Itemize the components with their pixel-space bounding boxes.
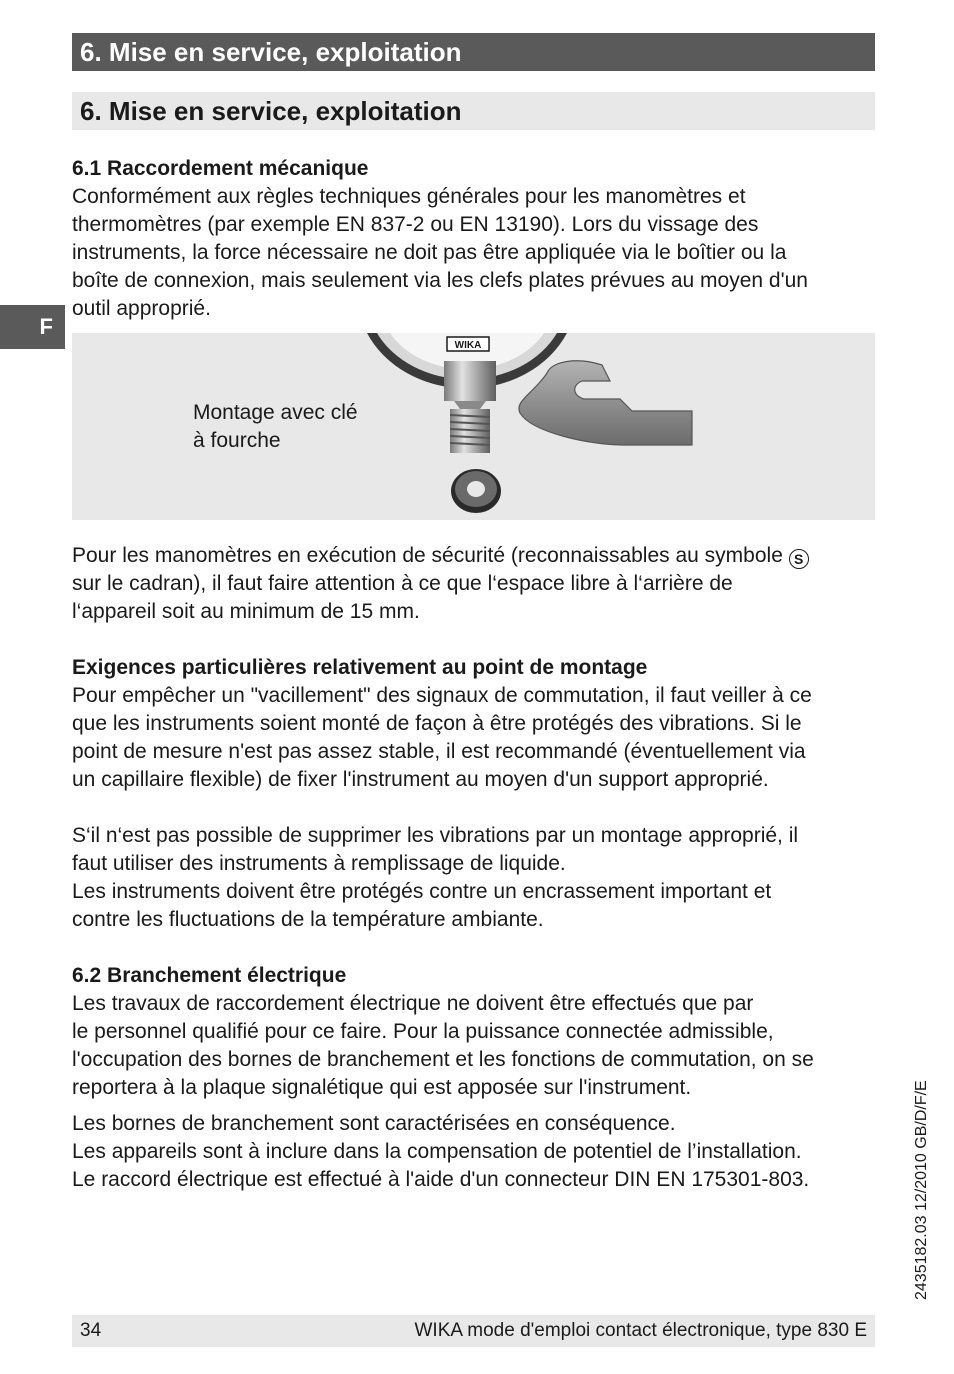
text-line: point de mesure n'est pas assez stable, il est recommandé (éventuellement via <box>72 740 806 763</box>
text-line: Pour empêcher un "vacillement" des signaux de commutation, il faut veiller à ce <box>72 684 812 707</box>
footer-text: WIKA mode d'emploi contact électronique, type 830 E <box>414 1320 867 1341</box>
text-line: reportera à la plaque signalétique qui est apposée sur l'instrument. <box>72 1076 692 1099</box>
caption-line: Montage avec clé <box>193 401 358 424</box>
text-line: le personnel qualifié pour ce faire. Pour la puissance connectée admissible, <box>72 1020 774 1043</box>
text-line: Les instruments doivent être protégés contre un encrassement important et <box>72 880 772 903</box>
safety-s-symbol-icon: S <box>789 549 809 569</box>
text-line <box>72 542 882 570</box>
text-line: Les travaux de raccordement électrique ne doivent être effectués que par <box>72 992 754 1015</box>
gauge-and-wrench-illustration <box>72 333 875 520</box>
section-heading: 6.2 Branchement électrique <box>72 964 347 987</box>
gauge-socket <box>444 361 496 401</box>
section-heading: Exigences particulières relativement au point de montage <box>72 656 648 679</box>
section-6-1 <box>72 155 882 323</box>
svg-text:WIKA: WIKA <box>454 340 482 351</box>
thread-connection <box>450 409 490 453</box>
text-fragment: Pour les manomètres en exécution de sécurité (reconnaissables au symbole <box>72 544 783 567</box>
text-line: instruments, la force nécessaire ne doit pas être appliquée via le boîtier ou la <box>72 241 787 264</box>
text-line: S‘il n‘est pas possible de supprimer les vibrations par un montage approprié, il <box>72 824 799 847</box>
text-line: Les bornes de branchement sont caractérisées en conséquence. <box>72 1112 676 1135</box>
text-line: un capillaire flexible) de fixer l'instrument au moyen d'un support approprié. <box>72 768 769 791</box>
chapter-header-bar: 6. Mise en service, exploitation <box>72 33 875 71</box>
vibration-paragraph <box>72 822 882 934</box>
text-line: Le raccord électrique est effectué à l'aide d'un connecteur DIN EN 175301-803. <box>72 1168 810 1191</box>
page-number: 34 <box>80 1320 102 1341</box>
text-line: contre les fluctuations de la température ambiante. <box>72 908 544 931</box>
text-line: faut utiliser des instruments à remplissage de liquide. <box>72 852 566 875</box>
text-line: que les instruments soient monté de façon à être protégés des vibrations. Si le <box>72 712 802 735</box>
section-heading: 6.1 Raccordement mécanique <box>72 157 369 180</box>
mounting-requirements <box>72 654 882 794</box>
open-end-wrench <box>519 361 692 445</box>
caption-line: à fourche <box>193 429 281 452</box>
text-line: l‘appareil soit au minimum de 15 mm. <box>72 600 420 623</box>
text-line: l'occupation des bornes de branchement et les fonctions de commutation, on se <box>72 1048 814 1071</box>
text-line: thermomètres (par exemple EN 837-2 ou EN 13190). Lors du vissage des <box>72 213 759 236</box>
section-6-2 <box>72 962 882 1194</box>
wrench-mounting-figure <box>72 333 875 520</box>
safety-paragraph <box>72 542 882 626</box>
document-number: 2435182.03 12/2010 GB/D/F/E <box>913 1080 930 1300</box>
text-line: Les appareils sont à inclure dans la compensation de potentiel de l’installation. <box>72 1140 802 1163</box>
language-tab: F <box>0 305 65 349</box>
text-line: Conformément aux règles techniques générales pour les manomètres et <box>72 185 746 208</box>
text-line: sur le cadran), il faut faire attention à ce que l‘espace libre à l‘arrière de <box>72 572 733 595</box>
page-footer <box>72 1315 875 1347</box>
page-title: 6. Mise en service, exploitation <box>72 92 875 130</box>
text-line: outil approprié. <box>72 297 211 320</box>
text-line: boîte de connexion, mais seulement via les clefs plates prévues au moyen d'un <box>72 269 808 292</box>
